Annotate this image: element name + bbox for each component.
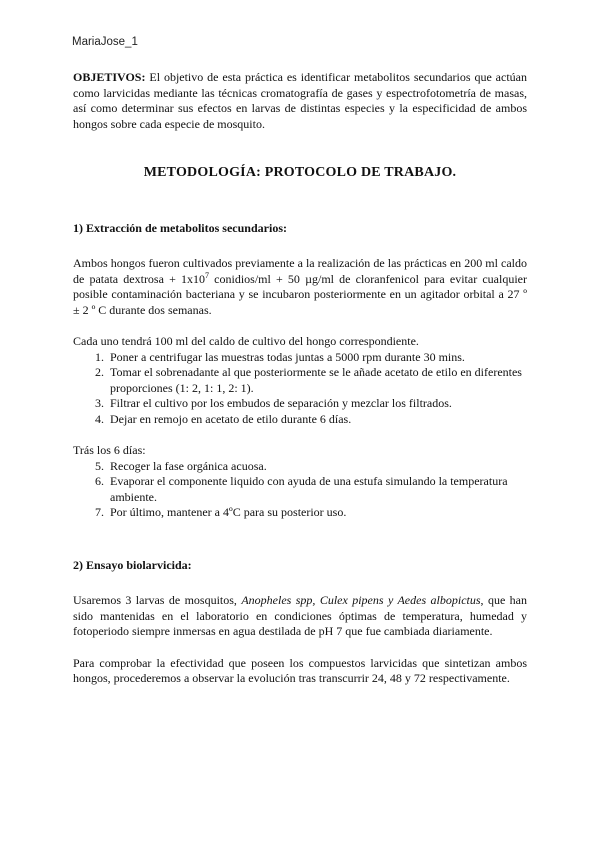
page-title: METODOLOGÍA: PROTOCOLO DE TRABAJO. — [143, 165, 457, 180]
procedure-list-2 — [73, 459, 527, 521]
procedure-list-1 — [73, 350, 527, 428]
section-1-paragraph-2: Cada uno tendrá 100 ml del caldo de cultivo del hongo correspondiente. — [73, 334, 419, 348]
list-item: 6. Evaporar el componente liquido con ayuda de una estufa simulando la temperatura ambiente. — [107, 474, 527, 505]
section-1-paragraph-1-part-a: Ambos hongos fueron cultivados previamente a la realización de las prácticas en 200 ml caldo de patata dextrosa + 1x10 — [73, 256, 527, 286]
species-anopheles: Anopheles spp, — [241, 593, 316, 607]
section-2-paragraph-2: Para comprobar la efectividad que poseen los compuestos larvicidas que sintetizan ambos hongos, procederemos a observar la evolución tras transcurrir 24, 48 y 72 respectivamente. — [73, 655, 527, 685]
section-2-paragraph-1-part-c: , que han sido mantenidas en el laboratorio en condiciones óptimas de temperatura, humedad y fotoperiodo siempre inmersas en agua destilada de pH 7 que fue cambiada diariamente. — [73, 593, 527, 638]
species-culex-aedes: Culex pipens y Aedes albopictus — [319, 593, 481, 607]
list-item: 4. Dejar en remojo en acetato de etilo durante 6 días. — [107, 412, 527, 428]
objetivos-text: El objetivo de esta práctica es identificar metabolitos secundarios que actúan como larvicidas mediante las técnicas cromatografía de gases y espectrofotometría de masas, así como determinar sus efectos en larvas de distintas especies y la especificidad de ambos hongos sobre cada especie de mosquito. — [73, 70, 527, 131]
section-2-paragraph-1-part-a: Usaremos 3 larvas de mosquitos, — [73, 593, 242, 607]
after-six-days-label: Trás los 6 días: — [73, 443, 146, 457]
section-1-paragraph-1 — [73, 256, 527, 318]
section-1-paragraph-1-part-b: conidios/ml + 50 µg/ml de cloranfenicol para evitar cualquier posible contaminación bacteriana y se incubaron posteriormente en un agitador orbital a 27 º ± 2 º C durante dos semanas. — [73, 271, 527, 317]
list-item: 7. Por último, mantener a 4ºC para su posterior uso. — [107, 505, 527, 521]
list-item: 3. Filtrar el cultivo por los embudos de separación y mezclar los filtrados. — [107, 396, 527, 412]
objetivos-label: OBJETIVOS: — [73, 70, 146, 84]
section-1-heading: 1) Extracción de metabolitos secundarios: — [73, 220, 287, 235]
list-item: 2. Tomar el sobrenadante al que posteriormente se le añade acetato de etilo en diferentes proporciones (1: 2, 1: 1, 2: 1). — [107, 365, 527, 396]
section-2-paragraph-1 — [73, 593, 527, 640]
list-item: 1. Poner a centrifugar las muestras todas juntas a 5000 rpm durante 30 mins. — [107, 350, 527, 366]
exponent-superscript: 7 — [205, 270, 210, 280]
document-body — [73, 70, 527, 687]
objetivos-paragraph — [73, 70, 527, 132]
page-header-author: MariaJose_1 — [72, 36, 138, 48]
list-item: 5. Recoger la fase orgánica acuosa. — [107, 459, 527, 475]
section-2-heading: 2) Ensayo biolarvicida: — [73, 557, 192, 572]
